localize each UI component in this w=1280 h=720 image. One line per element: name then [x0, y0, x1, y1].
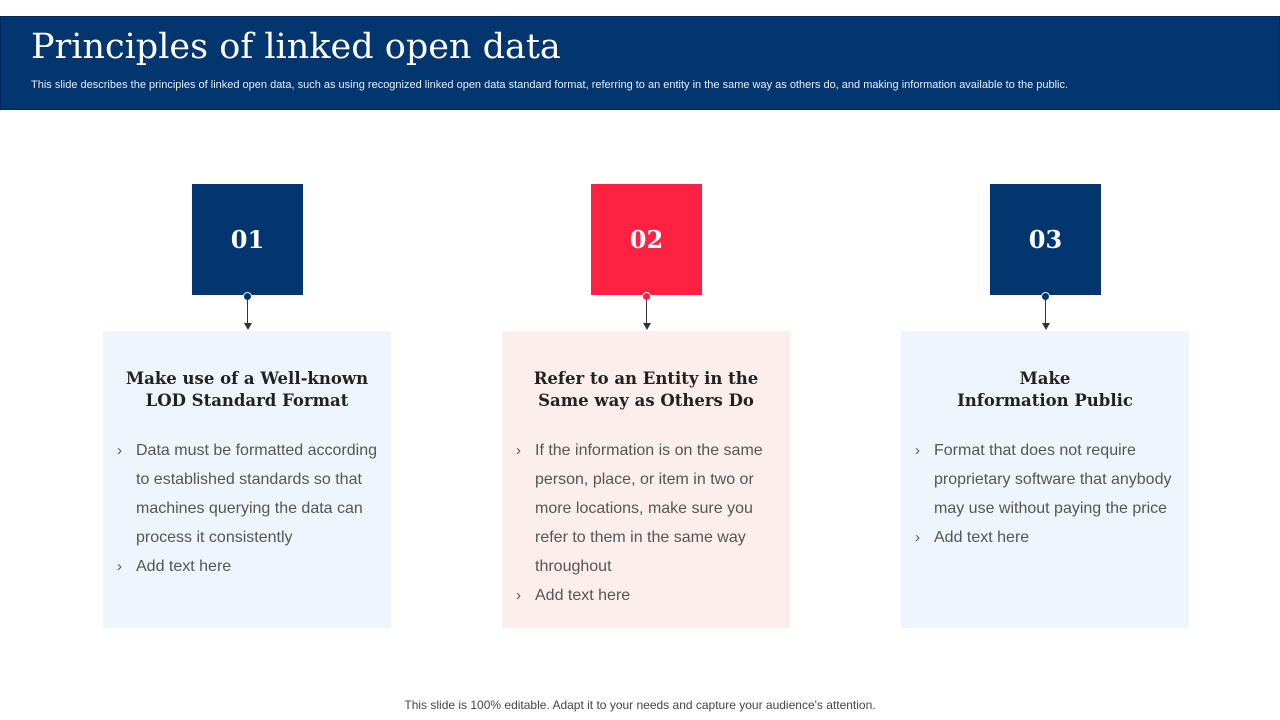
principle-card-1	[103, 331, 391, 628]
bullet-text-line: refer to them in the same way	[535, 529, 746, 546]
bullet-item	[901, 436, 1189, 523]
bullet-text-line: Format that does not require	[934, 442, 1136, 459]
card-title-line: Information Public	[957, 391, 1133, 410]
number-label-1: 01	[230, 225, 265, 254]
number-label-3: 03	[1028, 225, 1063, 254]
bullet-text-line: to established standards so that	[136, 471, 362, 488]
number-box-1	[192, 184, 303, 295]
card-title-3	[901, 368, 1189, 412]
principle-card-2	[502, 331, 790, 628]
number-label-2: 02	[629, 225, 664, 254]
connector-line-2	[646, 300, 647, 324]
number-box-2	[591, 184, 702, 295]
arrow-down-icon	[244, 323, 252, 330]
bullet-text-line: Add text here	[535, 587, 631, 604]
card-title-line: LOD Standard Format	[145, 391, 349, 410]
bullet-text-line: machines querying the data can	[136, 500, 363, 517]
arrow-down-icon	[1042, 323, 1050, 330]
bullet-text-line: Data must be formatted according	[136, 442, 378, 459]
chevron-right-icon: ›	[117, 442, 122, 459]
bullet-text-line: Add text here	[136, 558, 232, 575]
bullet-text-line: may use without paying the price	[934, 500, 1168, 517]
bullet-text-line: proprietary software that anybody	[934, 471, 1172, 488]
bullet-text-line: Add text here	[934, 529, 1030, 546]
chevron-right-icon: ›	[915, 529, 920, 546]
page-title: Principles of linked open data	[31, 27, 561, 67]
bullet-item	[502, 581, 790, 610]
bullet-item	[901, 523, 1189, 552]
bullet-item	[103, 552, 391, 581]
card-title-line: Same way as Others Do	[538, 391, 754, 410]
card-title-line: Refer to an Entity in the	[533, 369, 759, 388]
title-banner	[0, 16, 1280, 110]
bullet-text-line: If the information is on the same	[535, 442, 763, 459]
chevron-right-icon: ›	[117, 558, 122, 575]
bullet-list-2	[502, 436, 790, 610]
card-title-2	[502, 368, 790, 412]
card-title-1	[103, 368, 391, 412]
principle-card-3	[901, 331, 1189, 628]
bullet-text-line: more locations, make sure you	[535, 500, 753, 517]
connector-line-3	[1045, 300, 1046, 324]
connector-line-1	[247, 300, 248, 324]
bullet-item	[103, 436, 391, 552]
bullet-text-line: person, place, or item in two or	[535, 471, 754, 488]
bullet-text-line: process it consistently	[136, 529, 293, 546]
chevron-right-icon: ›	[516, 442, 521, 459]
arrow-down-icon	[643, 323, 651, 330]
bullet-list-1	[103, 436, 391, 581]
chevron-right-icon: ›	[915, 442, 920, 459]
card-title-line: Make	[1019, 369, 1071, 388]
chevron-right-icon: ›	[516, 587, 521, 604]
number-box-3	[990, 184, 1101, 295]
card-title-line: Make use of a Well-known	[125, 369, 369, 388]
bullet-text-line: throughout	[535, 558, 612, 575]
bullet-list-3	[901, 436, 1189, 552]
footer-note: This slide is 100% editable. Adapt it to your needs and capture your audience's attention.	[404, 698, 876, 712]
page-subtitle: This slide describes the principles of linked open data, such as using recognized linked open data standard format, referring to an entity in the same way as others do, and making information available to the public.	[31, 79, 1069, 91]
bullet-item	[502, 436, 790, 581]
